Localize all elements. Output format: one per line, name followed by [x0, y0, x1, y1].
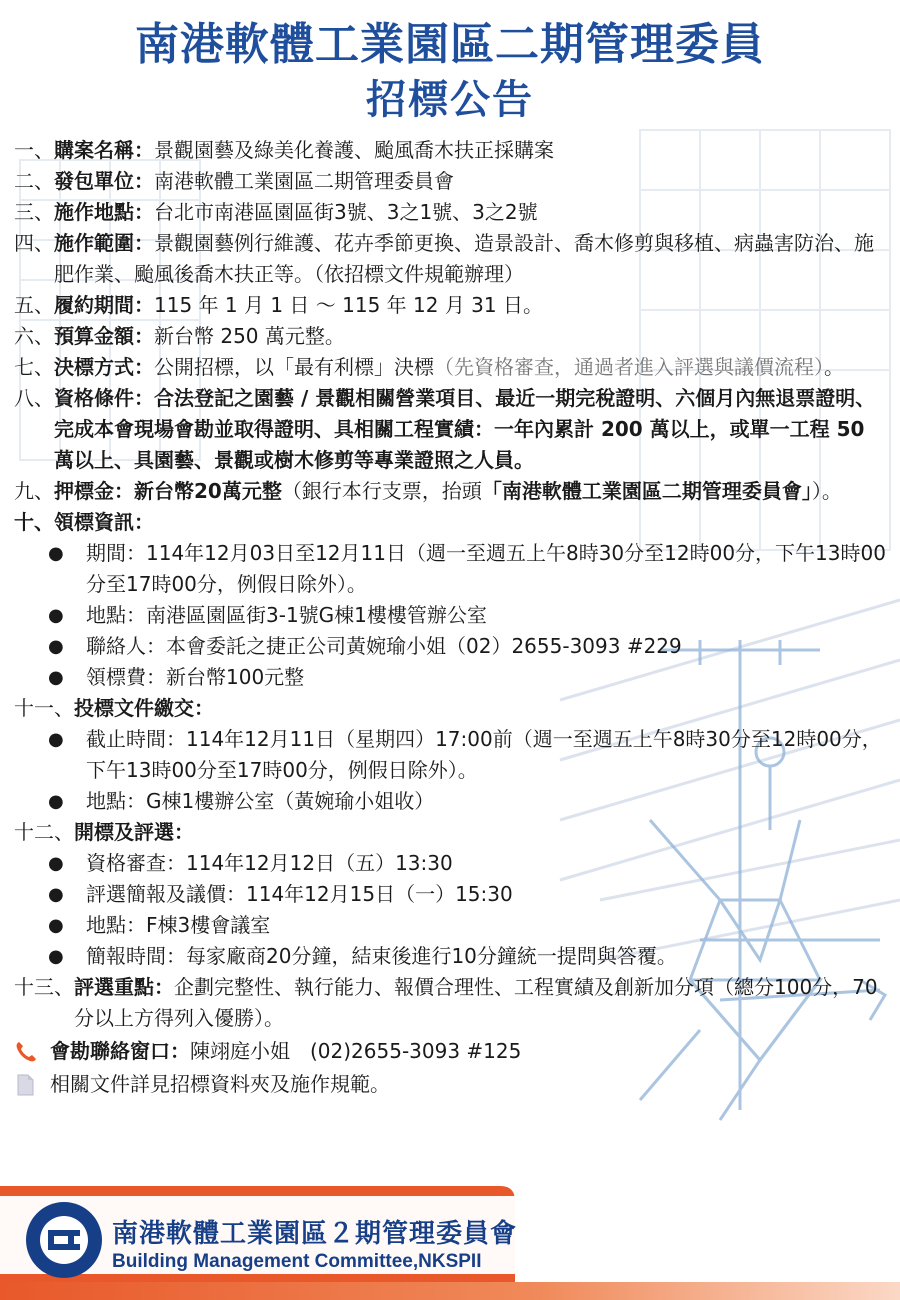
- item-label: 購案名稱：: [54, 138, 154, 162]
- list-item: ● 地點：南港區園區街3-1號G棟1樓樓管辦公室: [14, 600, 886, 631]
- bullet-dot-icon: ●: [48, 636, 64, 657]
- item-3: [14, 197, 886, 228]
- item-number: 二、: [14, 169, 54, 193]
- list-item: ● 資格審查：114年12月12日（五）13:30: [14, 848, 886, 879]
- site-visit-contact: [14, 1036, 886, 1067]
- item-label: 施作地點：: [54, 200, 154, 224]
- bullet-dot-icon: ●: [48, 946, 64, 967]
- item-number: 十三、: [14, 975, 74, 999]
- list-item: ● 領標費：新台幣100元整: [14, 662, 886, 693]
- footer-org-name-en: Building Management Committee,NKSPII: [112, 1251, 482, 1272]
- item-label: 履約期間：: [54, 293, 154, 317]
- item-label: 投標文件繳交：: [74, 696, 214, 720]
- item-label: 押標金：: [54, 479, 134, 503]
- section-13: [14, 972, 886, 1034]
- contact-text: 陳翊庭小姐 (02)2655-3093 #125: [190, 1039, 522, 1063]
- item-text: 公開招標，以「最有利標」決標: [154, 355, 434, 379]
- item-text-tail: 。: [824, 355, 844, 379]
- item-text: 合法登記之園藝 / 景觀相關營業項目、最近一期完稅證明、六個月內無退票證明、完成本會現場會勘並取得證明、具相關工程實績：一年內累計 200 萬以上，或單一工程 50 萬以上、具園藝、景觀或樹木修剪等專業證照之人員。: [54, 386, 876, 472]
- item-label: 預算金額：: [54, 324, 154, 348]
- phone-icon: [14, 1040, 50, 1064]
- list-item: ● 截止時間：114年12月11日（星期四）17:00前（週一至週五上午8時30分至12時00分，下午13時00分至17時00分，例假日除外）。: [14, 724, 886, 786]
- item-text-bold2: 「南港軟體工業園區二期管理委員會」: [481, 479, 812, 503]
- item-2: [14, 166, 886, 197]
- bullet-dot-icon: ●: [48, 884, 64, 905]
- item-body: [54, 476, 886, 507]
- item-number: 六、: [14, 324, 54, 348]
- item-text: 景觀園藝例行維護、花卉季節更換、造景設計、喬木修剪與移植、病蟲害防治、施肥作業、颱風後喬木扶正等。（依招標文件規範辦理）: [54, 231, 874, 286]
- item-7: [14, 352, 886, 383]
- item-body: [54, 352, 886, 383]
- list-item: ● 地點：G棟1樓辦公室（黃婉瑜小姐收）: [14, 786, 886, 817]
- item-text: （銀行本行支票，抬頭: [281, 479, 482, 503]
- item-label: 開標及評選：: [74, 820, 194, 844]
- item-text: 企劃完整性、執行能力、報價合理性、工程實績及創新加分項（總分100分，70分以上方得列入優勝）。: [74, 975, 878, 1030]
- item-number: 十一、: [14, 696, 74, 720]
- item-label: 施作範圍：: [54, 231, 154, 255]
- item-text: 南港軟體工業園區二期管理委員會: [154, 169, 454, 193]
- item-label: 資格條件：: [54, 386, 154, 410]
- item-number: 九、: [14, 479, 54, 503]
- page-title: 南港軟體工業園區二期管理委員: [135, 19, 765, 70]
- bullet-dot-icon: ●: [48, 543, 64, 564]
- item-9: [14, 476, 886, 507]
- notice-body: [14, 135, 886, 1100]
- list-item: ● 期間：114年12月03日至12月11日（週一至週五上午8時30分至12時00分，下午13時00分至17時00分，例假日除外）。: [14, 538, 886, 600]
- item-body: [74, 972, 886, 1034]
- item-number: 五、: [14, 293, 54, 317]
- bullet-dot-icon: ●: [48, 605, 64, 626]
- item-body: [54, 383, 886, 476]
- section-12-header: [14, 817, 886, 848]
- item-number: 十、: [14, 510, 54, 534]
- docs-note-text: 相關文件詳見招標資料夾及施作規範。: [50, 1072, 390, 1096]
- list-item: ● 簡報時間：每家廠商20分鐘，結束後進行10分鐘統一提問與答覆。: [14, 941, 886, 972]
- item-number: 一、: [14, 138, 54, 162]
- item-number: 八、: [14, 386, 54, 410]
- item-8: [14, 383, 886, 476]
- item-label: 發包單位：: [54, 169, 154, 193]
- item-text: 台北市南港區園區街3號、3之1號、3之2號: [154, 200, 538, 224]
- item-text: 景觀園藝及綠美化養護、颱風喬木扶正採購案: [154, 138, 554, 162]
- document-icon: [14, 1073, 50, 1097]
- list-item: ● 評選簡報及議價：114年12月15日（一）15:30: [14, 879, 886, 910]
- item-number: 四、: [14, 231, 54, 255]
- item-number: 七、: [14, 355, 54, 379]
- item-6: [14, 321, 886, 352]
- bullet-dot-icon: ●: [48, 853, 64, 874]
- section-11-header: [14, 693, 886, 724]
- list-item: ● 聯絡人：本會委託之捷正公司黃婉瑜小姐（02）2655-3093 #229: [14, 631, 886, 662]
- item-number: 十二、: [14, 820, 74, 844]
- page-subtitle: 招標公告: [366, 77, 534, 123]
- item-4: [14, 228, 886, 290]
- item-text: 新台幣 250 萬元整。: [154, 324, 345, 348]
- item-number: 三、: [14, 200, 54, 224]
- item-1: [14, 135, 886, 166]
- contact-label: 會勘聯絡窗口：: [50, 1039, 190, 1063]
- bullet-dot-icon: ●: [48, 729, 64, 750]
- item-text-bold: 新台幣20萬元整: [134, 479, 282, 503]
- item-label: 領標資訊：: [54, 510, 154, 534]
- seal-logo-icon: [24, 1200, 104, 1280]
- item-text-tail: ）。: [811, 479, 842, 503]
- item-label: 評選重點：: [74, 975, 174, 999]
- bullet-dot-icon: ●: [48, 791, 64, 812]
- list-item: ● 地點：F棟3樓會議室: [14, 910, 886, 941]
- bullet-dot-icon: ●: [48, 667, 64, 688]
- footer-org-name-zh: 南港軟體工業園區２期管理委員會: [112, 1219, 518, 1249]
- item-5: [14, 290, 886, 321]
- item-body: [54, 228, 886, 290]
- item-label: 決標方式：: [54, 355, 154, 379]
- bullet-dot-icon: ●: [48, 915, 64, 936]
- item-text: 115 年 1 月 1 日 ～ 115 年 12 月 31 日。: [154, 293, 543, 317]
- item-text-note: （先資格審查，通過者進入評選與議價流程）: [434, 355, 824, 379]
- docs-note: [14, 1069, 886, 1100]
- section-10-header: [14, 507, 886, 538]
